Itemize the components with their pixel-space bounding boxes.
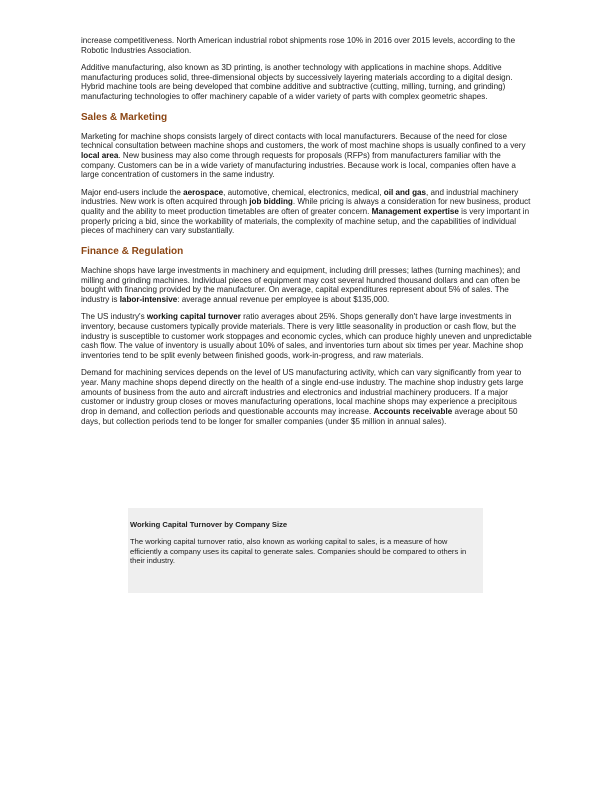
finance-regulation-heading: Finance & Regulation bbox=[81, 246, 184, 258]
bold-term: Accounts receivable bbox=[373, 406, 453, 416]
text-run: Marketing for machine shops consists largely of direct contacts with local manufacturers. Because of the need for close technical consultation between machine shops and customers, the work of most machine shops is usually confined to a very bbox=[81, 131, 526, 151]
text-run: The US industry's bbox=[81, 312, 147, 322]
document-body bbox=[81, 36, 533, 434]
working-capital-sidebar bbox=[128, 508, 483, 593]
bold-term: working capital turnover bbox=[146, 312, 241, 322]
text-run: is very important in properly pricing a bid, since the workability of materials, the complexity of machine setup, and the capabilities of individual pieces of machinery can vary substantially. bbox=[81, 206, 530, 236]
bold-term: Management expertise bbox=[371, 206, 459, 216]
intro-paragraph-1: increase competitiveness. North American industrial robot shipments rose 10% in 2016 over 2015 levels, according to the Robotic Industries Association. bbox=[81, 36, 516, 55]
bold-term: job bidding bbox=[249, 197, 293, 207]
finance-paragraph-3 bbox=[81, 368, 533, 426]
text-run: Major end-users include the bbox=[81, 187, 184, 197]
sales-paragraph-1 bbox=[81, 132, 533, 181]
text-run: , automotive, chemical, electronics, medical, bbox=[223, 187, 384, 197]
text-run: Machine shops have large investments in machinery and equipment, including drill presses; lathes (turning machines); and milling and grinding machines. Individual pieces of equipment may cost several hundred thousand dollars and can often be bought with financing provided by the manufacturer. On average, capital expenditures represent about 5% of sales. The industry is bbox=[81, 266, 521, 305]
finance-paragraph-2 bbox=[81, 312, 533, 361]
bold-term: local area bbox=[81, 151, 119, 161]
intro-paragraph-2: Additive manufacturing, also known as 3D printing, is another technology with applications in machine shops. Additive manufacturing produces solid, three-dimensional objects by successively layering materials according to a digital design. Hybrid machine tools are being developed that combine additive and subtractive (cutting, milling, turning, and grinding) manufacturing technologies to offer machinery capable of a wider variety of parts with complex geometric shapes. bbox=[81, 62, 513, 101]
sidebar-title: Working Capital Turnover by Company Size bbox=[130, 520, 288, 529]
text-run: Demand for machining services depends on the level of US manufacturing activity, which can vary significantly from year to year. Many machine shops depend directly on the health of a single end-use industry. The machine shop industry gets large amounts of business from the auto and aircraft industries and electronics and industrial machinery producers. If a major customer or industry group closes or moves manufacturing operations, local machine shops may experience a precipitous drop in demand, and collection periods and questionable accounts may increase. bbox=[81, 368, 524, 416]
sales-marketing-heading: Sales & Marketing bbox=[81, 111, 168, 123]
sidebar-body: The working capital turnover ratio, also known as working capital to sales, is a measure of how efficiently a company uses its capital to generate sales. Companies should be compared to others in their industry. bbox=[130, 537, 467, 566]
text-run: . While pricing is always a consideration for new business, product quality and the ability to meet production timetables are often of greater concern. bbox=[81, 197, 531, 216]
bold-term: labor-intensive bbox=[119, 295, 178, 305]
sales-paragraph-2 bbox=[81, 188, 533, 237]
text-run: ratio averages about 25%. Shops generally don't have large investments in inventory, because customers typically provide materials. There is very little seasonality in production or cash flow, but the industry is susceptible to customer work stoppages and economic cycles, which can produce highly uneven and unpredictable cash flow. The value of inventory is usually about 10% of sales, and inventories turn about six times per year. Machine shop inventories tend to be split evenly between finished goods, work-in-progress, and raw materials. bbox=[81, 312, 532, 361]
bold-term: aerospace bbox=[183, 187, 224, 197]
finance-paragraph-1 bbox=[81, 266, 533, 305]
text-run: : average annual revenue per employee is about $135,000. bbox=[177, 295, 390, 305]
text-run: average about 50 days, but collection periods tend to be longer for smaller companies (under $5 million in annual sales). bbox=[81, 406, 518, 426]
text-run: . New business may also come through requests for proposals (RFPs) from manufacturers familiar with the company. Customers can be in a wide variety of manufacturing industries. Because work is local, companies often have a large concentration of customers in the same industry. bbox=[81, 151, 516, 180]
text-run: , and industrial machinery industries. New work is often acquired through bbox=[81, 187, 519, 207]
bold-term: oil and gas bbox=[383, 187, 427, 197]
